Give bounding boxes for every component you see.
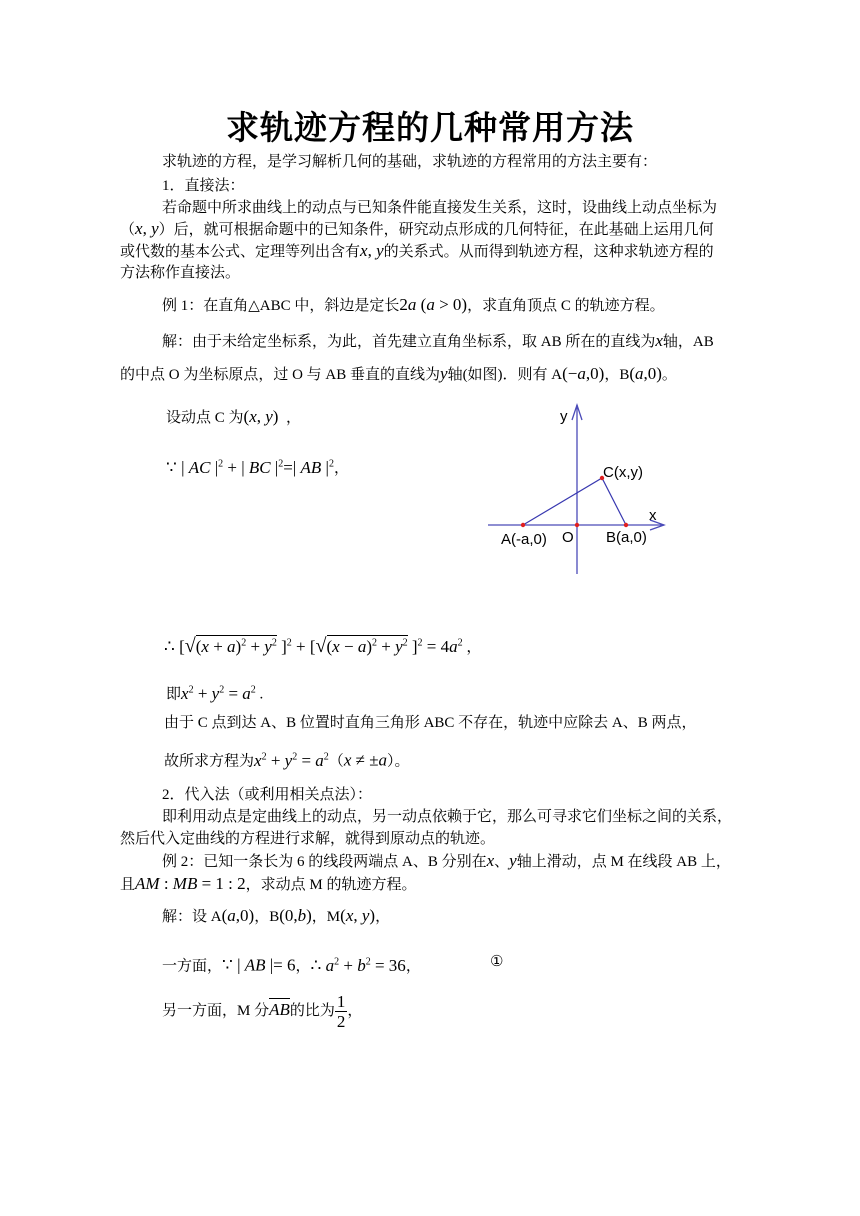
equation-pythagoras: ∵ | AC $|^2$ + | BC $|^2=|$ AB $|^2$， [166,457,349,477]
ratio-fraction: $\frac{1}{2}$ [336,992,346,1031]
x-axis-label: x [649,507,657,524]
section1-para-line4: 方法称作直接法。 [120,265,241,281]
example1-question: 例 1：在直角△ABC 中，斜边是定长2a (a > 0)，求直角顶点 C 的轨迹方程。 [162,295,665,314]
coordinate-figure [480,400,680,580]
point-o [575,523,579,527]
point-o-label: O [562,529,574,546]
page-title: 求轨迹方程的几种常用方法 [226,108,634,147]
point-b-label: B(a,0) [606,529,647,546]
equation-marker-1: ① [490,954,504,970]
example2-question-line1: 例 2：已知一条长为 6 的线段两端点 A、B 分别在x、y轴上滑动，点 M 在线段 AB 上， [162,851,731,870]
point-a [521,523,525,527]
set-point-c: 设动点 C 为(x, y) ， [166,407,301,426]
example1-solution-line2: 的中点 O 为坐标原点，过 O 与 AB 垂直的直线为y轴(如图)．则有 A(−a,0)，B(a,0)。 [120,364,677,383]
y-axis-label: y [560,408,568,425]
example2-other-hand: 另一方面，M 分AB的比为 $\frac{1}{2}$ ， [162,992,363,1031]
section2-heading: 2．代入法（或利用相关点法）： [162,787,373,803]
example2-question-line2: 且AM : MB = 1 : 2，求动点 M 的轨迹方程。 [120,874,417,893]
exclusion-note: 由于 C 点到达 A、B 位置时直角三角形 ABC 不存在，轨迹中应除去 A、B 两点， [164,715,697,731]
section2-para-line1: 即利用动点是定曲线上的动点，另一动点依赖于它，那么可寻求它们坐标之间的关系， [162,809,733,825]
point-b [624,523,628,527]
equation-result: 即$x^2 + y^2 = a^2$ . [166,683,264,703]
intro-text: 求轨迹的方程，是学习解析几何的基础，求轨迹的方程常用的方法主要有： [162,154,658,170]
final-equation: 故所求方程为$x^2 + y^2 = a^2(x \ne \pm a)$。 [164,750,410,770]
point-a-label: A(-a,0) [501,531,547,548]
example2-one-hand: 一方面，∵ | AB |= 6，∴ $a^2 + b^2 = 36$， [162,955,421,975]
example1-solution-line1: 解：由于未给定坐标系，为此，首先建立直角坐标系，取 AB 所在的直线为x轴，AB [162,331,714,350]
point-c-label: C(x,y) [603,464,643,481]
equation-distance-sum: ∴ [$√(x + a)^2 + y^2$ ]$^2 + [√(x - a)^2 + y^2$ ]$^2 = 4a^2$ ， [164,634,482,657]
section1-para-line2: （x, y）后，就可根据命题中的已知条件，研究动点形成的几何特征，在此基础上运用几何 [120,219,714,238]
triangle-abc [523,478,626,525]
section1-para-line3: 或代数的基本公式、定理等列出含有x, y的关系式。从而得到轨迹方程，这种求轨迹方程的 [120,241,714,260]
section1-heading: 1．直接法： [162,178,245,194]
section2-para-line2: 然后代入定曲线的方程进行求解，就得到原动点的轨迹。 [120,831,496,847]
example2-set-points: 解：设 A(a,0)，B(0,b)，M(x, y)， [162,906,391,925]
section1-para-line1: 若命题中所求曲线上的动点与已知条件能直接发生关系，这时，设曲线上动点坐标为 [162,200,718,216]
